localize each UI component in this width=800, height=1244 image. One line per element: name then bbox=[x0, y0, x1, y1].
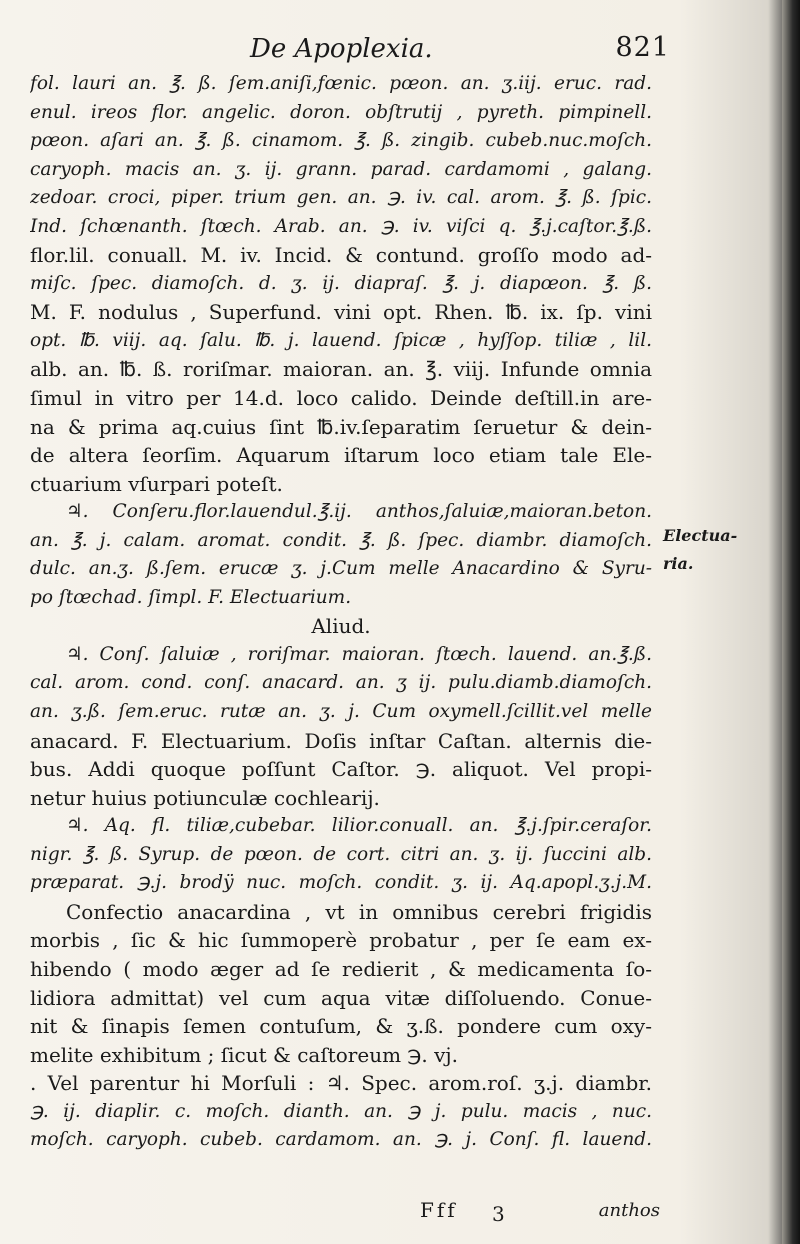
text-line: ♃. Conſ. ſaluiæ , roriſmar. maioran. ſtœch. lauend. an.℥.ß. bbox=[66, 643, 652, 665]
text-line: opt. ℔. viij. aq. ſalu. ℔. j. lauend. ſpicæ , hyſſop. tiliæ , lil. bbox=[30, 329, 652, 351]
text-line: lidiora admittat) vel cum aqua vitæ diſſoluendo. Conue- bbox=[30, 985, 652, 1010]
page-edge bbox=[782, 0, 800, 1244]
text-line: dulc. an.ʒ. ß.ſem. erucæ ʒ. j.Cum melle Anacardino & Syru- bbox=[30, 558, 652, 580]
text-line: . Vel parentur hi Morſuli : ♃. Spec. arom.roſ. ʒ.j. diambr. bbox=[30, 1071, 652, 1096]
margin-note-line: ria. bbox=[663, 554, 694, 573]
text-line: nigr. ℥. ß. Syrup. de pœon. de cort. citri an. ʒ. ij. ſuccini alb. bbox=[30, 843, 652, 865]
signature-mark: Fff bbox=[420, 1198, 458, 1222]
running-header bbox=[250, 28, 670, 68]
text-line: M. F. nodulus , Superfund. vini opt. Rhen. ℔. ix. ſp. vini bbox=[30, 300, 652, 325]
text-line: fol. lauri an. ℥. ß. ſem.aniſi,fœnic. pœon. an. ʒ.iij. eruc. rad. bbox=[30, 73, 652, 94]
text-line: Ind. ſchœnanth. ſtœch. Arab. an. ℈. iv. viſci q. ℥.j.caſtor.℥.ß. bbox=[30, 215, 652, 237]
text-line: ♃. Conſeru.flor.lauendul.℥.ij. anthos,ſaluiæ,maioran.beton. bbox=[66, 501, 652, 523]
margin-note bbox=[663, 522, 753, 578]
text-line: ♃. Aq. fl. tiliæ,cubebar. lilior.conuall. an. ℥.j.ſpir.ceraſor. bbox=[66, 815, 652, 837]
text-line: an. ℥. j. calam. aromat. condit. ℥. ß. ſpec. diambr. diamoſch. bbox=[30, 529, 652, 551]
page-number: 821 bbox=[615, 32, 670, 63]
page-title: De Apoplexia. bbox=[250, 34, 433, 64]
text-line: cal. arom. cond. conſ. anacard. an. ʒ ij. pulu.diamb.diamoſch. bbox=[30, 672, 652, 694]
text-line: bus. Addi quoque poſſunt Caſtor. ℈. aliquot. Vel propi- bbox=[30, 757, 652, 782]
text-line: flor.lil. conuall. M. iv. Incid. & contund. groſſo modo ad- bbox=[30, 243, 652, 268]
text-line: na & prima aq.cuius ſint ℔.iv.ſeparatim ſeruetur & dein- bbox=[30, 414, 652, 439]
text-line: moſch. caryoph. cubeb. cardamom. an. ℈. j. Conſ. fl. lauend. bbox=[30, 1129, 652, 1151]
text-line: enul. ireos flor. angelic. doron. obſtrutij , pyreth. pimpinell. bbox=[30, 101, 652, 123]
margin-note-line: Electua- bbox=[663, 526, 738, 545]
text-line: præparat. ℈.j. brodÿ nuc. moſch. condit. ʒ. ij. Aq.apopl.ʒ.j.M. bbox=[30, 872, 652, 894]
text-line: de altera ſeorſim. Aquarum iſtarum loco etiam tale Ele- bbox=[30, 443, 652, 468]
text-line: miſc. ſpec. diamoſch. d. ʒ. ij. diapraſ. ℥. j. diapœon. ℥. ß. bbox=[30, 272, 652, 294]
text-line: ctuarium vſurpari poteſt. bbox=[30, 471, 283, 496]
text-line: pœon. aſari an. ℥. ß. cinamom. ℥. ß. zingib. cubeb.nuc.moſch. bbox=[30, 130, 652, 152]
text-line: Confectio anacardina , vt in omnibus cerebri frigidis bbox=[66, 899, 652, 924]
text-line: anacard. F. Electuarium. Doſis inſtar Caſtan. alternis die- bbox=[30, 728, 652, 753]
catchword: anthos bbox=[598, 1200, 660, 1221]
text-line: alb. an. ℔. ß. roriſmar. maioran. an. ℥. viij. Infunde omnia bbox=[30, 357, 652, 382]
text-line: melite exhibitum ; ſicut & caſtoreum ℈. vj. bbox=[30, 1042, 458, 1067]
text-line: caryoph. macis an. ʒ. ij. grann. parad. cardamomi , galang. bbox=[30, 158, 652, 180]
page-footer bbox=[420, 1198, 660, 1228]
text-line: ℈. ij. diaplir. c. moſch. dianth. an. ℈ j. pulu. macis , nuc. bbox=[30, 1100, 652, 1122]
text-line: an. ʒ.ß. ſem.eruc. rutæ an. ʒ. j. Cum oxymell.ſcillit.vel melle bbox=[30, 701, 652, 723]
text-line: po ſtœchad. ſimpl. F. Electuarium. bbox=[30, 586, 352, 608]
section-heading: Aliud. bbox=[311, 614, 371, 639]
text-body bbox=[30, 70, 652, 1155]
text-line: morbis , ſic & hic ſummoperè probatur , per ſe eam ex- bbox=[30, 928, 652, 953]
text-line: hibendo ( modo æger ad ſe redierit , & medicamenta ſo- bbox=[30, 956, 652, 981]
text-line: nit & ſinapis ſemen contuſum, & ʒ.ß. pondere cum oxy- bbox=[30, 1014, 652, 1039]
signature-number: 3 bbox=[492, 1202, 505, 1226]
text-line: ſimul in vitro per 14.d. loco calido. Deinde deſtill.in are- bbox=[30, 386, 652, 411]
text-line: zedoar. croci, piper. trium gen. an. ℈. iv. cal. arom. ℥. ß. ſpic. bbox=[30, 187, 652, 209]
text-line: netur huius potiunculæ cochlearij. bbox=[30, 785, 380, 810]
